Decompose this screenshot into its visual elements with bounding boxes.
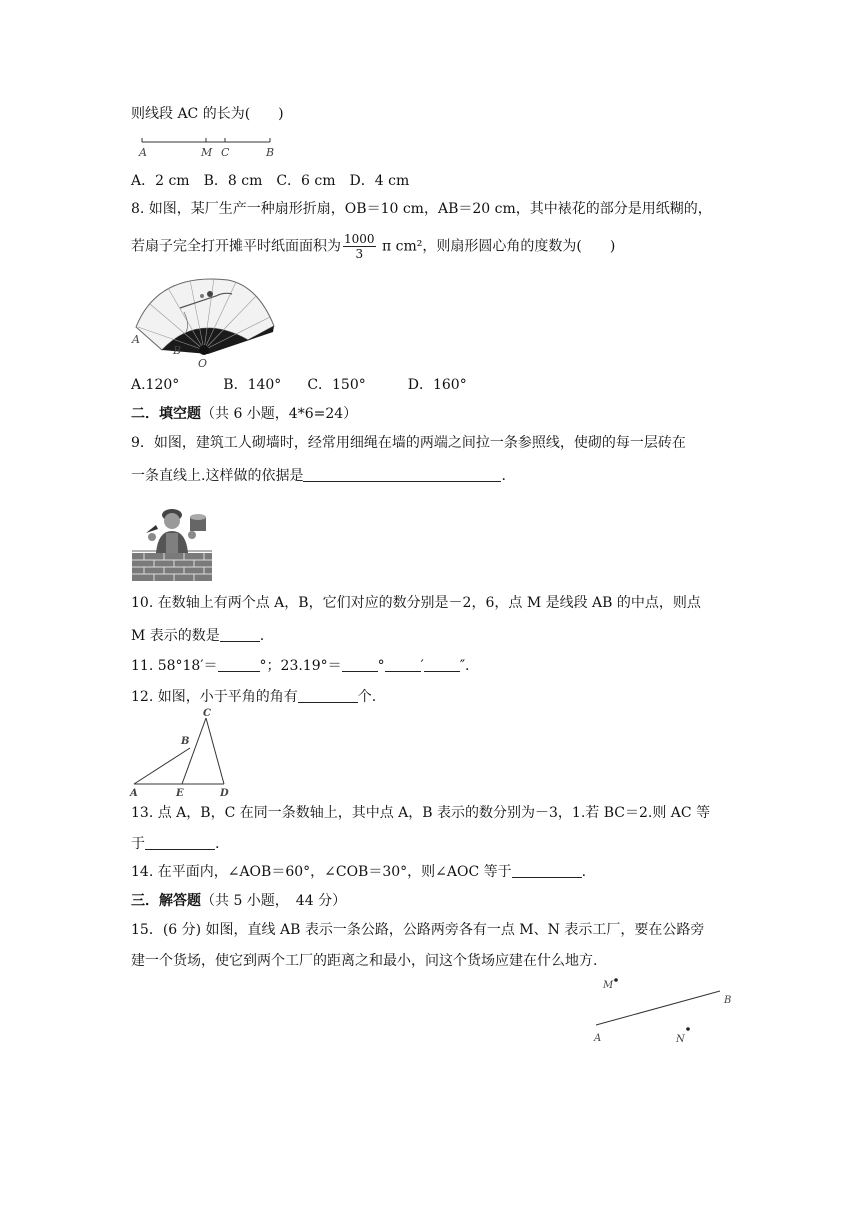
q12-label-d: D bbox=[220, 788, 229, 798]
q10-line1: 10. 在数轴上有两个点 A，B，它们对应的数分别是－2，6，点 M 是线段 AB 的中点，则点 bbox=[131, 595, 701, 611]
q15-line2: 建一个货场，使它到两个工厂的距离之和最小，问这个货场应建在什么地方. bbox=[131, 953, 598, 969]
q12-label-a: A bbox=[130, 788, 138, 798]
q12-label-b: B bbox=[181, 736, 190, 747]
q13-line2-text: 于 bbox=[131, 836, 145, 852]
q7-options: A．2 cm B．8 cm C．6 cm D．4 cm bbox=[131, 173, 410, 189]
q10-line2-text: M 表示的数是 bbox=[131, 628, 220, 644]
q15-label-n: N bbox=[676, 1034, 685, 1045]
q14-post: . bbox=[581, 864, 587, 880]
q8-line2-pre: 若扇子完全打开摊平时纸面面积为 bbox=[131, 238, 341, 255]
q9-worker-figure bbox=[132, 503, 212, 581]
q8-opt-d: D．160° bbox=[407, 377, 467, 393]
q11-part-b: °；23.19°＝ bbox=[259, 658, 342, 674]
q7-label-m: M bbox=[201, 146, 213, 159]
q14-pre: 14. 在平面内，∠AOB＝60°，∠COB＝30°，则∠AOC 等于 bbox=[131, 864, 512, 880]
q11-part-d: ′ bbox=[420, 658, 424, 674]
q8-fan-figure bbox=[128, 272, 278, 370]
q15-label-b: B bbox=[724, 995, 732, 1006]
q13-answer-blank bbox=[145, 835, 215, 850]
q7-label-b: B bbox=[266, 146, 275, 159]
q8-line2-post: π cm²，则扇形圆心角的度数为( ) bbox=[377, 238, 616, 255]
q8-options bbox=[131, 375, 467, 395]
section3-title: 三．解答题 bbox=[131, 893, 201, 909]
q8-label-b: B bbox=[173, 344, 182, 357]
q11-blank-2 bbox=[342, 657, 378, 672]
q8-frac-num: 1000 bbox=[344, 232, 375, 246]
q8-label-a: A bbox=[132, 333, 140, 346]
q15-label-a: A bbox=[594, 1033, 602, 1044]
q12-triangle-figure bbox=[128, 706, 236, 798]
q8-fraction bbox=[343, 232, 376, 261]
q8-line2 bbox=[131, 232, 615, 261]
q9-line1: 9．如图，建筑工人砌墙时，经常用细绳在墙的两端之间拉一条参照线，使砌的每一层砖在 bbox=[131, 435, 686, 451]
q11-part-c: ° bbox=[377, 658, 385, 674]
q7-label-c: C bbox=[221, 146, 230, 159]
q12-answer-blank bbox=[298, 688, 358, 703]
q9-line2-text: 一条直线上.这样做的依据是 bbox=[131, 468, 304, 484]
q7-stem: 则线段 AC 的长为( ) bbox=[131, 106, 284, 122]
q13-line1: 13. 点 A，B，C 在同一条数轴上，其中点 A，B 表示的数分别为－3，1.若 BC＝2.则 AC 等 bbox=[131, 805, 711, 821]
q8-frac-den: 3 bbox=[355, 247, 364, 261]
q15-road-figure bbox=[588, 972, 736, 1052]
q9-answer-blank bbox=[303, 467, 501, 482]
section2-note: （共 6 小题，4*6=24） bbox=[201, 406, 358, 422]
q12-post: 个. bbox=[357, 689, 377, 705]
q14-answer-blank bbox=[512, 863, 582, 878]
section3-heading bbox=[131, 891, 346, 911]
q10-answer-blank bbox=[220, 627, 260, 642]
q9-line2-end: . bbox=[501, 468, 506, 484]
q9-line2 bbox=[131, 466, 506, 486]
q8-line1: 8. 如图，某厂生产一种扇形折扇，OB＝10 cm，AB＝20 cm，其中裱花的部分是用纸糊的， bbox=[131, 201, 712, 217]
q10-line2-end: . bbox=[259, 628, 265, 644]
section3-note: （共 5 小题， 44 分） bbox=[201, 893, 347, 909]
q8-label-o: O bbox=[198, 357, 208, 370]
section2-heading bbox=[131, 404, 357, 424]
q12-label-c: C bbox=[203, 708, 211, 719]
q15-line1: 15．(6 分) 如图，直线 AB 表示一条公路，公路两旁各有一点 M、N 表示工厂，要在公路旁 bbox=[131, 922, 705, 938]
q11-blank-1 bbox=[218, 657, 260, 672]
q11-line bbox=[131, 656, 470, 676]
q11-blank-4 bbox=[424, 657, 460, 672]
q12-pre: 12. 如图，小于平角的角有 bbox=[131, 689, 298, 705]
section2-title: 二．填空题 bbox=[131, 406, 201, 422]
q12-label-e: E bbox=[176, 788, 184, 798]
q7-segment-figure bbox=[128, 134, 280, 160]
q8-opt-b: B．140° bbox=[223, 377, 282, 393]
q8-opt-a: A.120° bbox=[131, 377, 180, 393]
q13-line2 bbox=[131, 834, 219, 854]
q11-part-a: 11. 58°18′＝ bbox=[131, 658, 218, 674]
q11-part-e: ″. bbox=[459, 658, 470, 674]
q7-label-a: A bbox=[139, 146, 147, 159]
q14-line bbox=[131, 862, 586, 882]
q11-blank-3 bbox=[385, 657, 421, 672]
q8-opt-c: C．150° bbox=[307, 377, 366, 393]
q15-label-m: M bbox=[603, 980, 614, 991]
q12-line bbox=[131, 687, 376, 707]
q13-line2-end: . bbox=[215, 836, 220, 852]
q10-line2 bbox=[131, 626, 264, 646]
